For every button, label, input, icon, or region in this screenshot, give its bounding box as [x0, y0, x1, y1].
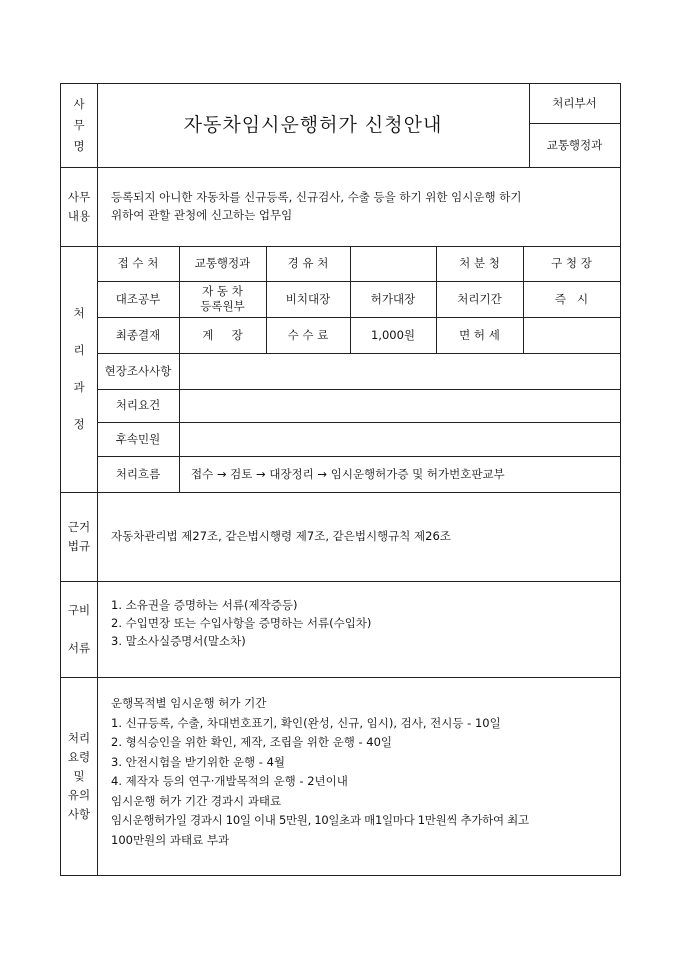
notes-label-line: 요령 [67, 750, 91, 764]
dept-label: 처리부서 [552, 96, 597, 110]
application-guide-form [60, 83, 621, 876]
office-name-label-char: 명 [73, 139, 85, 153]
dept-value: 교통행정과 [546, 137, 603, 152]
follow-up-value [179, 422, 620, 456]
notes-line: 2. 형식승인을 위한 확인, 제작, 조립을 위한 운행 - 40일 [111, 735, 393, 749]
ledger-label: 대조공부 [115, 291, 161, 306]
process-label-char: 정 [73, 417, 85, 431]
notes-text [111, 694, 616, 850]
page-title: 자동차임시운행허가 신청안내 [183, 114, 443, 136]
flow-value: 접수 → 검토 → 대장정리 → 임시운행허가증 및 허가번호판교부 [191, 466, 505, 481]
legal-basis-label-line: 근거 [67, 519, 91, 534]
fee-value: 1,000원 [370, 327, 416, 342]
description-line: 위하여 관할 관청에 신고하는 업무임 [111, 208, 293, 222]
requirements-value [179, 389, 620, 422]
office-name-label [61, 84, 97, 167]
via-value [350, 246, 436, 281]
notes-label-line: 유의 [67, 788, 91, 802]
ledger-value [179, 281, 266, 317]
period-value: 즉 시 [554, 291, 589, 306]
documents-label-line: 구비 [67, 603, 91, 617]
follow-up-label: 후속민원 [115, 431, 161, 446]
reception-value: 교통행정과 [194, 256, 251, 270]
divider [61, 581, 620, 582]
approver-label: 최종결재 [115, 327, 161, 342]
disposal-label: 처 분 청 [459, 256, 500, 270]
approver-value: 계 장 [202, 327, 243, 342]
notes-label-line: 처리 [67, 731, 91, 745]
process-label-char: 과 [73, 380, 85, 394]
fee-label: 수 수 료 [287, 327, 329, 342]
notes-line: 임시운행 허가 기간 경과시 과태료 [111, 793, 282, 808]
description-label-line: 내용 [67, 208, 91, 223]
divider [61, 167, 620, 168]
license-tax-value [523, 317, 620, 353]
notes-line: 100만원의 과태료 부과 [111, 832, 230, 847]
divider [61, 677, 620, 678]
notes-label-line: 사항 [67, 807, 91, 821]
notes-line: 4. 제작자 등의 연구·개발목적의 운행 - 2년이내 [111, 774, 348, 788]
legal-basis-label-line: 법규 [67, 538, 91, 553]
ledger-value-line: 등록원부 [200, 299, 245, 313]
archive-value: 허가대장 [370, 291, 416, 306]
notes-label-line: 및 [73, 769, 85, 783]
description-label-line: 사무 [67, 189, 91, 204]
via-label: 경 유 처 [287, 256, 329, 270]
process-label-char: 리 [73, 343, 85, 357]
document-item: 3. 말소사실증명서(말소차) [111, 634, 246, 648]
documents-list [111, 596, 616, 650]
ledger-value-line: 자 동 차 [202, 284, 243, 298]
reception-label: 접 수 처 [117, 256, 159, 270]
legal-basis-text: 자동차관리법 제27조, 같은법시행령 제7조, 같은법시행규칙 제26조 [111, 529, 451, 543]
notes-line: 운행목적별 임시운행 허가 기간 [111, 696, 267, 710]
notes-line: 1. 신규등록, 수출, 차대번호표기, 확인(완성, 신규, 임시), 검사, 전시등 - 10일 [111, 715, 501, 730]
documents-label [61, 581, 97, 677]
documents-label-line: 서류 [67, 641, 91, 655]
notes-line: 3. 안전시험을 받기위한 운행 - 4월 [111, 754, 286, 769]
period-label: 처리기간 [457, 291, 502, 306]
site-survey-label: 현장조사사항 [104, 363, 172, 378]
description-label [61, 167, 97, 246]
office-name-label-char: 사 [73, 97, 85, 111]
notes-line: 임시운행허가일 경과시 10일 이내 5만원, 10일초과 매1일마다 1만원씩 추가하여 최고 [111, 813, 529, 827]
site-survey-value [179, 353, 620, 389]
process-label-char: 처 [73, 306, 85, 320]
process-label [61, 246, 97, 492]
description-text [111, 188, 616, 224]
notes-label [61, 677, 97, 876]
office-name-label-char: 무 [73, 118, 85, 132]
description-line: 등록되지 아니한 자동차를 신규등록, 신규검사, 수출 등을 하기 위한 임시운행 하기 [111, 190, 522, 204]
requirements-label: 처리요건 [115, 398, 161, 412]
flow-label: 처리흐름 [115, 466, 161, 481]
legal-basis-label [61, 492, 97, 581]
document-item: 2. 수입면장 또는 수입사항을 증명하는 서류(수입차) [111, 616, 372, 630]
disposal-value: 구 청 장 [551, 256, 592, 270]
document-item: 1. 소유권을 증명하는 서류(제작증등) [111, 598, 298, 612]
license-tax-label: 면 허 세 [459, 327, 500, 342]
archive-label: 비치대장 [285, 291, 331, 306]
